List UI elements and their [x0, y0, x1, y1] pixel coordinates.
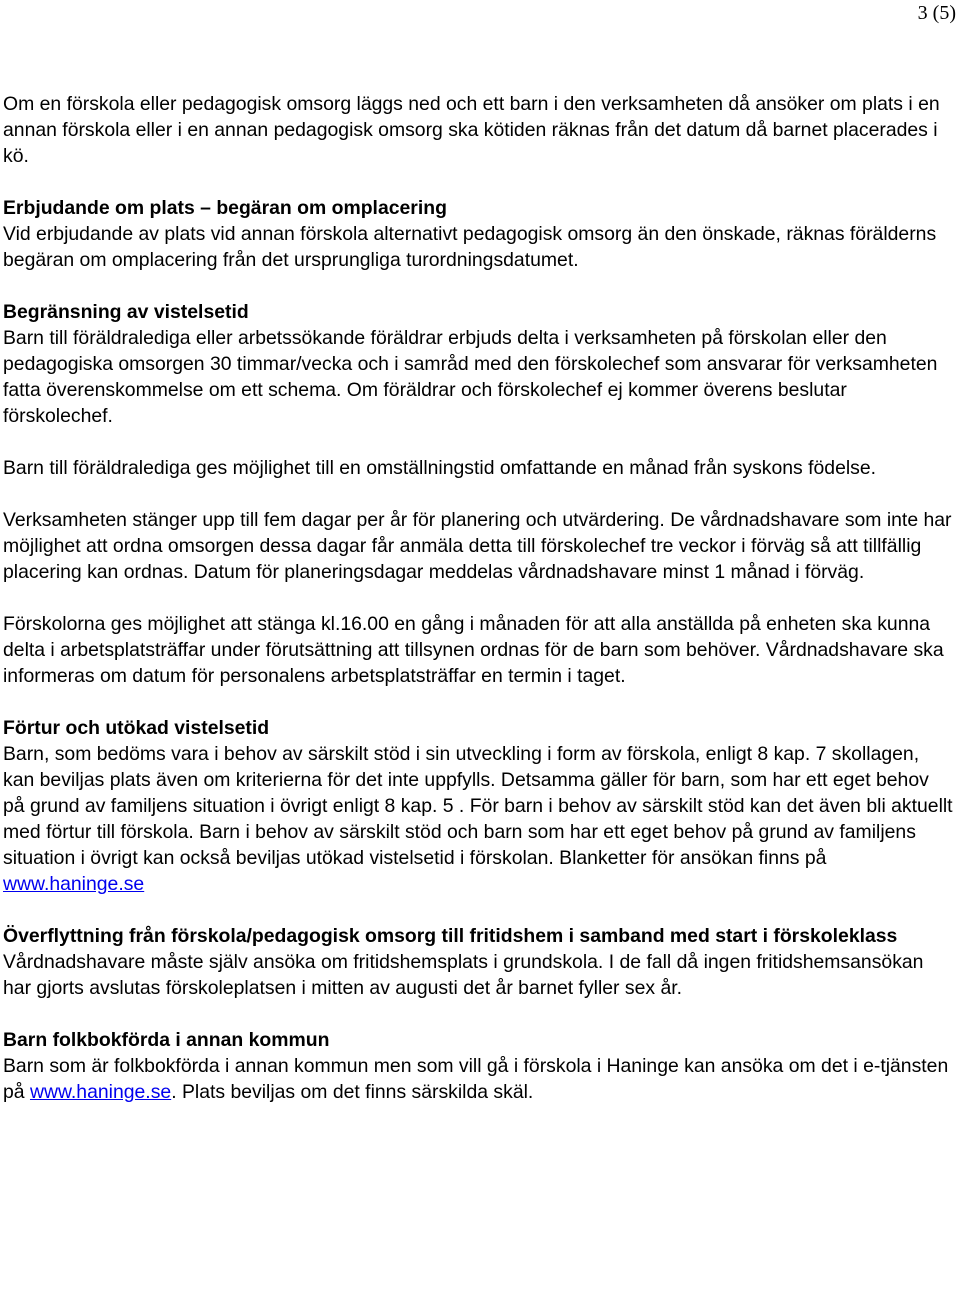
paragraph-annan-kommun-end: . Plats beviljas om det finns särskilda skäl. [171, 1081, 534, 1103]
paragraph-overflyttning: Vårdnadshavare måste själv ansöka om fritidshemsplats i grundskola. I de fall då ingen fritidshemsansökan har gjorts avslutas förskoleplatsen i mitten av augusti det år barnet fyller sex år. [3, 951, 924, 999]
paragraph-kotid: Om en förskola eller pedagogisk omsorg läggs ned och ett barn i den verksamheten då ansöker om plats i en annan förskola eller i en annan pedagogisk omsorg ska kötiden räknas från det datum då barnet placerades i kö. [3, 93, 940, 167]
heading-erbjudande: Erbjudande om plats – begäran om omplacering [3, 197, 447, 219]
paragraph-erbjudande: Vid erbjudande av plats vid annan förskola alternativt pedagogisk omsorg än den önskade, räknas förälderns begäran om omplacering från det ursprungliga turordningsdatumet. [3, 223, 937, 271]
paragraph-begransning: Barn till föräldralediga eller arbetssökande föräldrar erbjuds delta i verksamheten på förskolan eller den pedagogiska omsorgen 30 timmar/vecka och i samråd med den förskolechef som ansvarar för verksamheten fatta överenskommelse om ett schema. Om föräldrar och förskolechef ej kommer överens beslutar förskolechef. [3, 327, 938, 427]
paragraph-arbetsplatstraffar: Förskolorna ges möjlighet att stänga kl.16.00 en gång i månaden för att alla anställda på enheten ska kunna delta i arbetsplatsträffar under förutsättning att tillsynen ordnas för de barn som behöver. Vårdnadshavare ska informeras om datum för personalens arbetsplatsträffar en termin i taget. [3, 613, 944, 687]
heading-fortur: Förtur och utökad vistelsetid [3, 717, 270, 739]
document-body [3, 91, 955, 1105]
haninge-link[interactable]: www.haninge.se [3, 873, 145, 895]
haninge-etjanst-link[interactable]: www.haninge.se [29, 1081, 172, 1103]
paragraph-annan-kommun-text: Barn som är folkbokförda i annan kommun men som vill gå i förskola i Haninge kan ansöka om det i e-tjänsten på [3, 1055, 949, 1103]
heading-overflyttning: Överflyttning från förskola/pedagogisk omsorg till fritidshem i samband med start i förskoleklass [3, 925, 898, 947]
heading-annan-kommun: Barn folkbokförda i annan kommun [3, 1029, 330, 1051]
heading-begransning: Begränsning av vistelsetid [3, 301, 249, 323]
paragraph-planeringsdagar: Verksamheten stänger upp till fem dagar per år för planering och utvärdering. De vårdnadshavare som inte har möjlighet att ordna omsorgen dessa dagar får anmäla detta till förskolechef tre veckor i förväg så att tillfällig placering kan ordnas. Datum för planeringsdagar meddelas vårdnadshavare minst 1 månad i förväg. [3, 509, 952, 583]
paragraph-fortur [3, 741, 955, 897]
paragraph-annan-kommun [3, 1053, 955, 1105]
paragraph-fortur-text: Barn, som bedöms vara i behov av särskilt stöd i sin utveckling i form av förskola, enligt 8 kap. 7 skollagen, kan beviljas plats även om kriterierna för det inte uppfylls. Detsamma gäller för barn, som har ett eget behov på grund av familjens situation i övrigt enligt 8 kap. 5 . För barn i behov av särskilt stöd kan det även bli aktuellt med förtur till förskola. Barn i behov av särskilt stöd och barn som har ett eget behov på grund av familjens situation i övrigt kan också beviljas utökad vistelsetid i förskolan. Blanketter för ansökan finns på [3, 743, 953, 869]
paragraph-omstallningstid: Barn till föräldralediga ges möjlighet till en omställningstid omfattande en månad från syskons födelse. [3, 457, 877, 479]
page-number: 3 (5) [917, 2, 956, 24]
